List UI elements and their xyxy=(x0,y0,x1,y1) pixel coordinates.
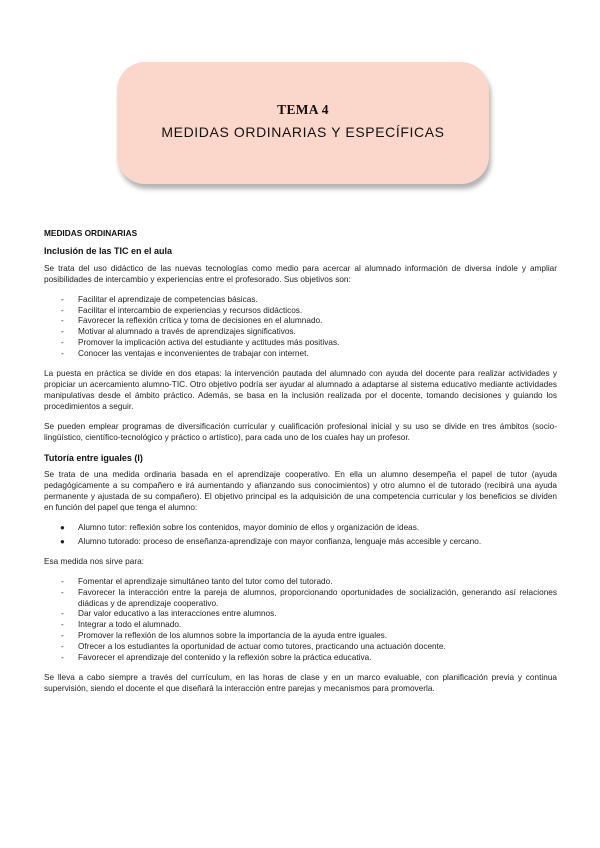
list-item: - Motivar al alumnado a través de aprendizajes significativos. xyxy=(44,327,557,338)
tutoria-uses-intro: Esa medida nos sirve para: xyxy=(44,556,144,566)
list-item: - Facilitar el intercambio de experiencias y recursos didácticos. xyxy=(44,306,557,317)
topic-title: MEDIDAS ORDINARIAS Y ESPECÍFICAS xyxy=(161,124,445,140)
list-item: - Dar valor educativo a las interacciones entre alumnos. xyxy=(44,609,557,620)
document-body xyxy=(44,228,557,704)
tutoria-uses-list xyxy=(44,577,557,664)
list-item: - Integrar a todo el alumnado. xyxy=(44,620,557,631)
tutoria-closing: Se lleva a cabo siempre a través del currículum, en las horas de clase y en un marco evaluable, con planificación previa y continua supervisión, siendo el docente el que diseñará la interacción entre parejas y mecanismos para promoverla. xyxy=(44,673,557,693)
section-heading: MEDIDAS ORDINARIAS xyxy=(44,228,138,238)
subsection-heading-tic: Inclusión de las TIC en el aula xyxy=(44,245,173,256)
tic-objectives-list xyxy=(44,295,557,360)
list-item: - Fomentar el aprendizaje simultáneo tanto del tutor como del tutorado. xyxy=(44,577,557,588)
list-item: - Promover la implicación activa del estudiante y actitudes más positivas. xyxy=(44,338,557,349)
tutoria-intro: Se trata de una medida ordinaria basada en el aprendizaje cooperativo. En ella un alumno desempeña el papel de tutor (ayuda pedagógicamente a su compañero e irá aumentando y afianzando sus conocimientos) y otro alumno el de tutorado (recibirá una ayuda permanente y ajustada de su compañero). El objetivo principal es la adquisición de una competencia curricular y los beneficios se dividen en función del papel que tenga el alumno: xyxy=(44,470,557,513)
tic-intro: Se trata del uso didáctico de las nuevas tecnologías como medio para acercar al alumnado información de diversa índole y ampliar posibilidades de intercambio y experiencias entre el profesorado. Sus objetivos son: xyxy=(44,263,557,284)
list-item: - Favorecer la interacción entre la pareja de alumnos, proporcionando oportunidades de socialización, generando así relaciones diádicas y de aprendizaje cooperativo. xyxy=(44,588,557,610)
list-item: - Ofrecer a los estudiantes la oportunidad de actuar como tutores, practicando una actuación docente. xyxy=(44,642,557,653)
tic-paragraph-3: Se pueden emplear programas de diversificación curricular y cualificación profesional inicial y su uso se divide en tres ámbitos (socio-lingüístico, científico-tecnológico y práctico o artístico), para cada uno de los cuales hay un profesor. xyxy=(44,421,557,442)
list-item: ● Alumno tutorado: proceso de enseñanza-aprendizaje con mayor confianza, lenguaje más accesible y cercano. xyxy=(44,537,557,548)
topic-number: TEMA 4 xyxy=(277,102,329,117)
list-item: - Promover la reflexión de los alumnos sobre la importancia de la ayuda entre iguales. xyxy=(44,631,557,642)
title-banner xyxy=(117,62,489,184)
list-item: - Favorecer la reflexión crítica y toma de decisiones en el alumnado. xyxy=(44,316,557,327)
subsection-heading-tutoria: Tutoría entre iguales (I) xyxy=(44,452,143,463)
list-item: ● Alumno tutor: reflexión sobre los contenidos, mayor dominio de ellos y organización de ideas. xyxy=(44,523,557,534)
list-item: - Facilitar el aprendizaje de competencias básicas. xyxy=(44,295,557,306)
list-item: - Favorecer el aprendizaje del contenido y la reflexión sobre la práctica educativa. xyxy=(44,653,557,664)
tic-paragraph-2: La puesta en práctica se divide en dos etapas: la intervención pautada del alumnado con ayuda del docente para realizar actividades y propiciar un acercamiento alumno-TIC. Otro objetivo podría ser ayudar al alumnado a adaptarse al sistema educativo mediante actividades manipulativas desde el ámbito práctico. Además, se basa en la inclusión realizada por el docente, tomando decisiones y guiando los procedimientos a seguir. xyxy=(44,369,557,411)
tutoria-roles-list xyxy=(44,523,557,548)
list-item: - Conocer las ventajas e inconvenientes de trabajar con internet. xyxy=(44,349,557,360)
